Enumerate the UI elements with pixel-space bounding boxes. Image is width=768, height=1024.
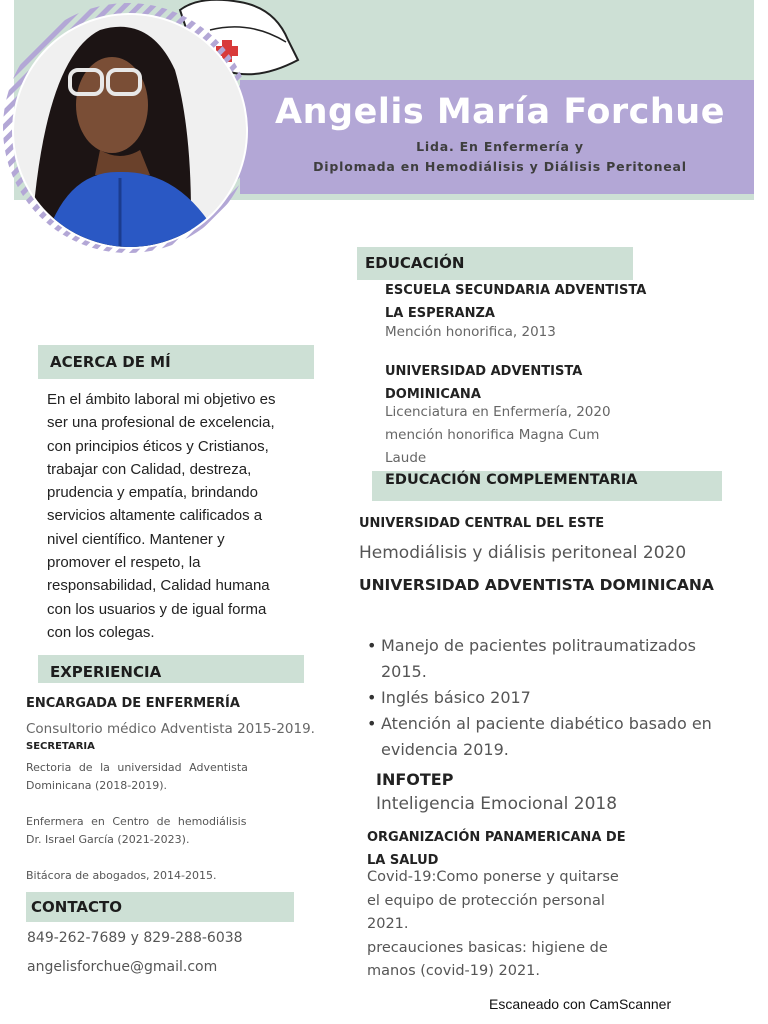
school1-line1: ESCUELA SECUNDARIA ADVENTISTA: [385, 283, 647, 298]
job1-detail: Consultorio médico Adventista 2015-2019.: [26, 721, 315, 737]
course-item-text: • Atención al paciente diabético basado en: [381, 714, 712, 733]
job4: Bitácora de abogados, 2014-2015.: [26, 869, 217, 882]
ops-detail-line: manos (covid-19) 2021.: [367, 963, 541, 979]
profile-photo: [0, 0, 260, 260]
job2-line2: Dominicana (2018-2019).: [26, 779, 168, 792]
uce-name: UNIVERSIDAD CENTRAL DEL ESTE: [359, 516, 605, 531]
about-line: ser una profesional de excelencia,: [47, 414, 275, 432]
ops-line2: LA SALUD: [367, 853, 439, 868]
school2-line1: UNIVERSIDAD ADVENTISTA: [385, 364, 583, 379]
about-line: servicios altamente calificados a: [47, 507, 263, 525]
job3-line1: Enfermera en Centro de hemodiálisis: [26, 815, 247, 828]
complementary-heading: EDUCACIÓN COMPLEMENTARIA: [372, 471, 722, 501]
course-item-text: • Inglés básico 2017: [381, 688, 531, 707]
about-line: promover el respeto, la: [47, 554, 201, 572]
ops-detail-line: el equipo de protección personal: [367, 892, 605, 909]
infotep-detail: Inteligencia Emocional 2018: [376, 794, 618, 814]
ops-detail-line: Covid-19:Como ponerse y quitarse: [367, 869, 619, 885]
job3-line2: Dr. Israel García (2021-2023).: [26, 833, 190, 846]
about-line: prudencia y empatía, brindando: [47, 484, 258, 502]
course-item: [381, 685, 737, 711]
uce-detail: Hemodiálisis y diálisis peritoneal 2020: [359, 543, 687, 563]
course-item: [381, 633, 737, 685]
scanner-watermark: Escaneado con CamScanner: [489, 996, 672, 1012]
contact-phones: 849-262-7689 y 829-288-6038: [27, 930, 243, 946]
ops-detail-line: 2021.: [367, 916, 409, 932]
contact-heading: CONTACTO: [26, 892, 294, 922]
course-item-text: 2015.: [381, 662, 427, 681]
infotep-name: INFOTEP: [376, 770, 454, 789]
about-text: [47, 388, 327, 644]
school1-line2: LA ESPERANZA: [385, 306, 495, 321]
course-item-text: evidencia 2019.: [381, 740, 509, 759]
school2-detail3: Laude: [385, 450, 427, 466]
course-item: [381, 711, 737, 763]
person-name: Angelis María Forchue: [275, 92, 725, 132]
school1-detail: Mención honorifica, 2013: [385, 324, 556, 340]
education-heading: EDUCACIÓN: [357, 247, 633, 280]
subtitle-line-1: Lida. En Enfermería y: [416, 139, 584, 154]
course-list: [357, 633, 737, 763]
subtitle-line-2: Diplomada en Hemodiálisis y Diálisis Peritoneal: [313, 159, 687, 174]
about-line: trabajar con Calidad, destreza,: [47, 460, 252, 478]
unad-name: UNIVERSIDAD ADVENTISTA DOMINICANA: [359, 576, 714, 594]
about-line: nivel científico. Mantener y: [47, 530, 225, 548]
about-line: con los colegas.: [47, 623, 155, 641]
about-line: con principios éticos y Cristianos,: [47, 437, 269, 455]
job1-title: ENCARGADA DE ENFERMERÍA: [26, 696, 240, 711]
about-line: con los usuarios y de igual forma: [47, 600, 267, 618]
school2-detail1: Licenciatura en Enfermería, 2020: [385, 404, 611, 420]
about-line: En el ámbito laboral mi objetivo es: [47, 391, 276, 408]
job2-title: SECRETARIA: [26, 741, 95, 752]
ops-detail-line: precauciones basicas: higiene de: [367, 939, 608, 956]
school2-detail2: mención honorifica Magna Cum: [385, 427, 600, 443]
job2-line1: Rectoria de la universidad Adventista: [26, 761, 248, 774]
about-line: responsabilidad, Calidad humana: [47, 577, 270, 595]
ops-details: [367, 866, 667, 984]
course-item-text: • Manejo de pacientes politraumatizados: [381, 636, 696, 655]
about-heading: ACERCA DE MÍ: [38, 345, 314, 379]
ops-line1: ORGANIZACIÓN PANAMERICANA DE: [367, 830, 626, 845]
experience-heading: EXPERIENCIA: [38, 655, 304, 683]
school2-line2: DOMINICANA: [385, 387, 481, 402]
contact-email: angelisforchue@gmail.com: [27, 959, 218, 975]
